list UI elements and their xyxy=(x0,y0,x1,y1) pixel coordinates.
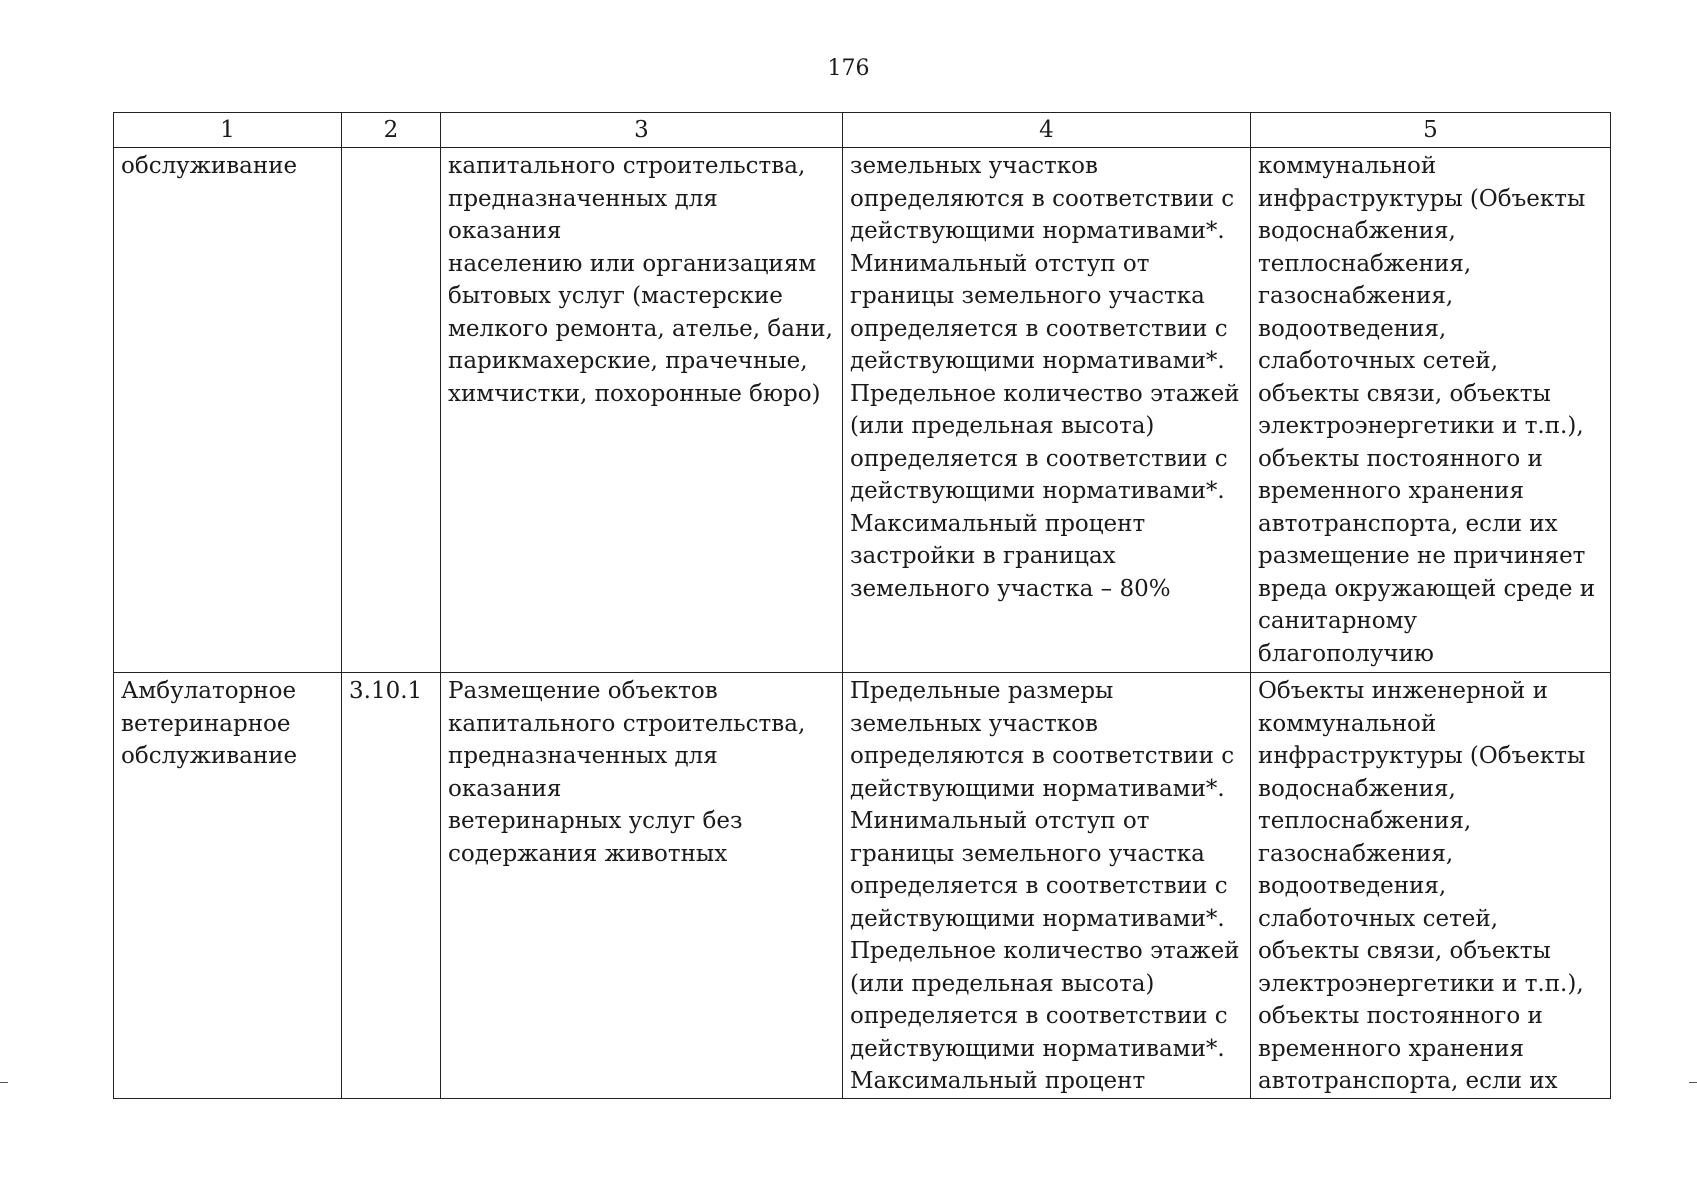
header-col-5: 5 xyxy=(1251,113,1611,148)
table-row xyxy=(114,148,1611,673)
left-edge-mark xyxy=(0,1082,8,1083)
auxiliary-uses-text: Объекты инженерной и коммунальной инфраструктуры (Объекты водоснабжения, теплоснабжения, газоснабжения, водоотведения, слаботочных сетей, объекты связи, объекты электроэнергетики и т.п.), объекты постоянного и временного хранения автотранспорта, если их xyxy=(1258,678,1586,1094)
description-text: Размещение объектов капитального строительства, предназначенных для оказания ветеринарных услуг без содержания животных xyxy=(448,678,806,867)
code-cell xyxy=(342,673,441,1099)
parameters-text: земельных участков определяются в соответствии с действующими нормативами*. Минимальный отступ от границы земельного участка определяется в соответствии с действующими нормативами*. Предельное количество этажей (или предельная высота) определяется в соответствии с действующими нормативами*. Максимальный процент застройки в границах земельного участка – 80% xyxy=(850,153,1240,602)
auxiliary-uses-cell xyxy=(1251,673,1611,1099)
use-name-cell xyxy=(114,673,342,1099)
zoning-table xyxy=(113,112,1611,1099)
header-col-2: 2 xyxy=(342,113,441,148)
page-number: 176 xyxy=(827,56,870,81)
right-edge-mark xyxy=(1689,1082,1697,1083)
auxiliary-uses-text: коммунальной инфраструктуры (Объекты водоснабжения, теплоснабжения, газоснабжения, водоотведения, слаботочных сетей, объекты связи, объекты электроэнергетики и т.п.), объекты постоянного и временного хранения автотранспорта, если их размещение не причиняет вреда окружающей среде и санитарному благополучию xyxy=(1258,153,1596,667)
header-row xyxy=(114,113,1611,148)
use-name-text: Амбулаторное ветеринарное обслуживание xyxy=(121,678,298,769)
description-cell xyxy=(441,673,843,1099)
parameters-cell xyxy=(843,673,1251,1099)
code-text: 3.10.1 xyxy=(349,678,423,704)
parameters-cell xyxy=(843,148,1251,673)
use-name-cell xyxy=(114,148,342,673)
description-text: капитального строительства, предназначенных для оказания населению или организациям бытовых услуг (мастерские мелкого ремонта, ателье, бани, парикмахерские, прачечные, химчистки, похоронные бюро) xyxy=(448,153,833,407)
description-cell xyxy=(441,148,843,673)
header-col-4: 4 xyxy=(843,113,1251,148)
code-cell xyxy=(342,148,441,673)
header-col-1: 1 xyxy=(114,113,342,148)
header-col-3: 3 xyxy=(441,113,843,148)
parameters-text: Предельные размеры земельных участков определяются в соответствии с действующими нормативами*. Минимальный отступ от границы земельного участка определяется в соответствии с действующими нормативами*. Предельное количество этажей (или предельная высота) определяется в соответствии с действующими нормативами*. Максимальный процент xyxy=(850,678,1240,1094)
use-name-text: обслуживание xyxy=(121,153,298,179)
auxiliary-uses-cell xyxy=(1251,148,1611,673)
table-row xyxy=(114,673,1611,1099)
